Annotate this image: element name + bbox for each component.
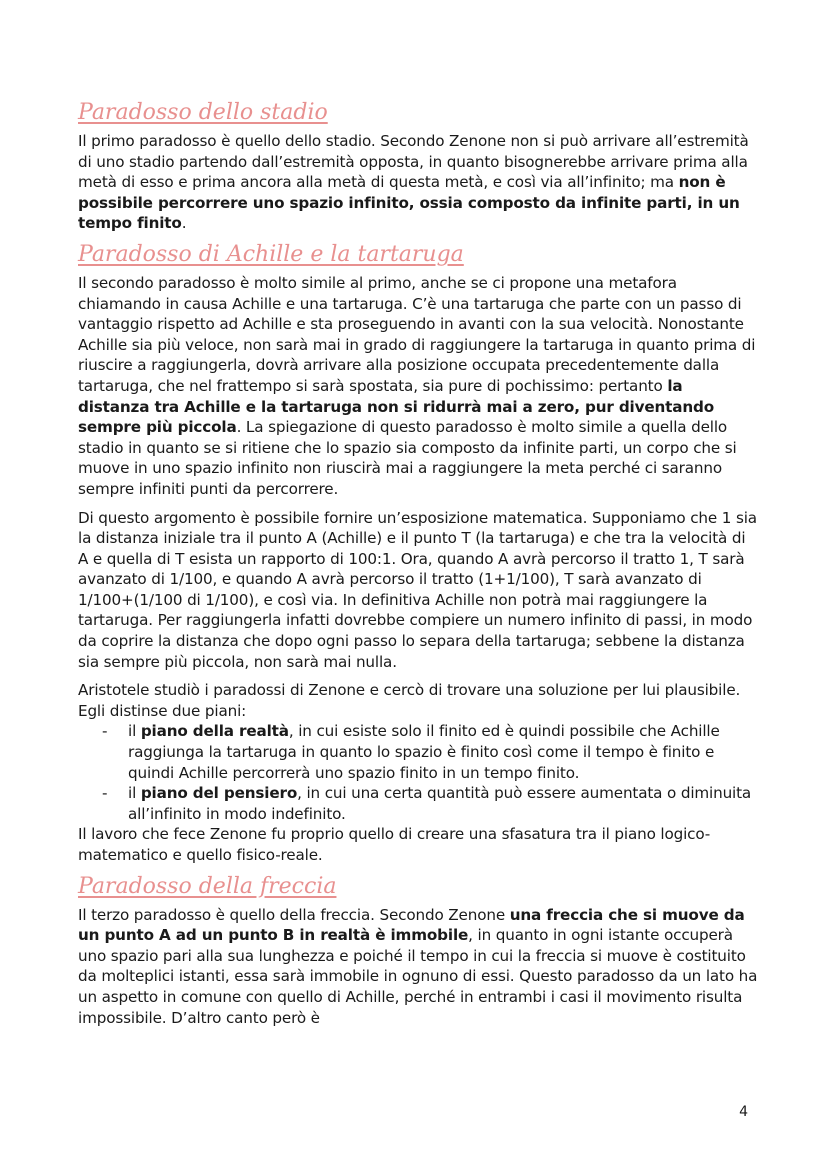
bold-text: piano del pensiero: [140, 784, 298, 803]
paragraph: [78, 680, 758, 721]
document-page: [78, 98, 758, 1028]
section-heading: Paradosso della freccia: [78, 873, 337, 899]
section-achille: [78, 240, 758, 866]
bold-text: non è possibile percorrere uno spazio infinito, ossia composto da infinite parti, in un tempo finito: [78, 173, 740, 233]
text-run: Di questo argomento è possibile fornire un’esposizione matematica. Supponiamo che 1 sia la distanza iniziale tra il punto A (Achille) e il punto T (la tartaruga) e che tra la velocità di A e quella di T esista un rapporto di 100:1. Ora, quando A avrà percorso il tratto 1, T sarà avanzato di 1/100, e quando A avrà percorso il tratto (1+1/100), T sarà avanzato di 1/100+(1/100 di 1/100), e così via. In definitiva Achille non potrà mai raggiungere la tartaruga. Per raggiungerla infatti dovrebbe compiere un numero infinito di passi, in modo da coprire la distanza che dopo ogni passo lo separa della tartaruga; sebbene la distanza sia sempre più piccola, non sarà mai nulla.: [78, 508, 757, 671]
paragraph: [78, 508, 758, 673]
section-heading: Paradosso di Achille e la tartaruga: [78, 241, 464, 267]
section-freccia: [78, 872, 758, 1029]
text-run: . La spiegazione di questo paradosso è molto simile a quella dello stadio in quanto se si ritiene che lo spazio sia composto da infinite parti, un corpo che si muove in uno spazio infinito non riuscirà mai a raggiungere la meta perché ci saranno sempre infiniti punti da percorrere.: [78, 418, 737, 498]
page-number: 4: [739, 1104, 748, 1120]
text-run: Il secondo paradosso è molto simile al primo, anche se ci propone una metafora chiamando in causa Achille e una tartaruga. C’è una tartaruga che parte con un passo di vantaggio rispetto ad Achille e sta proseguendo in avanti con la sua velocità. Nonostante Achille sia più veloce, non sarà mai in grado di raggiungere la tartaruga in quanto prima di riuscire a raggiungerla, dovrà arrivare alla posizione occupata precedentemente dalla tartaruga, che nel frattempo si sarà spostata, sia pure di pochissimo: pertanto: [78, 273, 756, 395]
list-item: [78, 721, 758, 783]
list-item: [78, 783, 758, 824]
text-run: , in cui esiste solo il finito ed è quindi possibile che Achille raggiunga la tartaruga in quanto lo spazio è finito così come il tempo è finito e quindi Achille percorrerà uno spazio finito in un tempo finito.: [128, 722, 720, 782]
text-run: Il primo paradosso è quello dello stadio. Secondo Zenone non si può arrivare all’estremità di uno stadio partendo dall’estremità opposta, in quanto bisognerebbe arrivare prima alla metà di esso e prima ancora alla metà di questa metà, e così via all’infinito; ma: [78, 132, 749, 192]
paragraph: [78, 273, 758, 500]
text-run: Il lavoro che fece Zenone fu proprio quello di creare una sfasatura tra il piano logico-matematico e quello fisico-reale.: [78, 825, 711, 864]
text-run: il: [128, 784, 141, 803]
section-heading: Paradosso dello stadio: [78, 100, 328, 125]
list-item-text: [128, 722, 720, 781]
bold-text: la distanza tra Achille e la tartaruga non si ridurrà mai a zero, pur diventando sempre più piccola: [78, 376, 715, 437]
text-run: il: [128, 722, 141, 741]
paragraph: [78, 824, 758, 865]
bold-text: piano della realtà: [140, 722, 289, 741]
list-marker: -: [102, 722, 108, 741]
bullet-list: [78, 721, 758, 824]
text-run: Aristotele studiò i paradossi di Zenone e cercò di trovare una soluzione per lui plausibile. Egli distinse due piani:: [78, 681, 741, 720]
section-stadio: [78, 98, 758, 234]
text-run: , in quanto in ogni istante occuperà uno spazio pari alla sua lunghezza e poiché il tempo in cui la freccia si muove è costituito da molteplici istanti, essa sarà immobile in ognuno di essi. Questo paradosso da un lato ha un aspetto in comune con quello di Achille, perché in entrambi i casi il movimento risulta impossibile. D’altro canto però è: [78, 926, 758, 1027]
list-item-text: [128, 784, 751, 823]
text-run: .: [181, 214, 187, 233]
paragraph: [78, 131, 758, 234]
text-run: , in cui una certa quantità può essere aumentata o diminuita all’infinito in modo indefinito.: [128, 784, 752, 823]
paragraph: [78, 905, 758, 1029]
text-run: Il terzo paradosso è quello della freccia. Secondo Zenone: [78, 905, 510, 924]
list-marker: -: [102, 784, 108, 803]
bold-text: una freccia che si muove da un punto A ad un punto B in realtà è immobile: [78, 905, 745, 945]
